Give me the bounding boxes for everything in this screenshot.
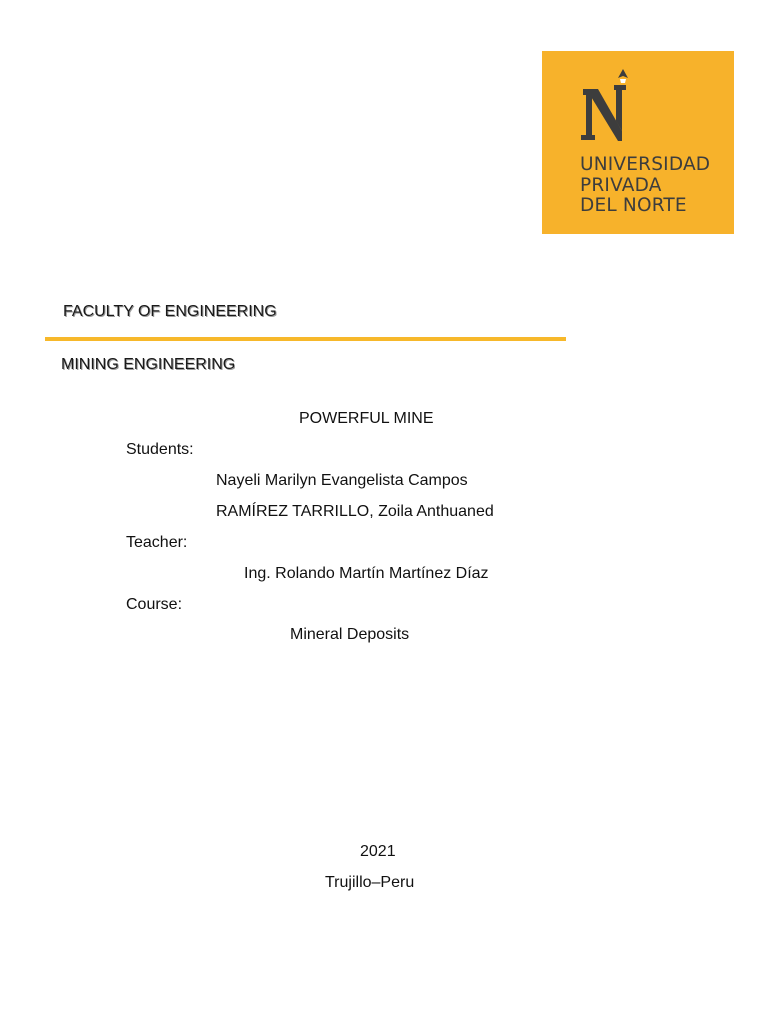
location: Trujillo–Peru (325, 874, 415, 891)
upn-n-logo-icon (578, 65, 638, 145)
faculty-heading: FACULTY OF ENGINEERING (63, 303, 277, 320)
logo-text (580, 155, 710, 217)
year: 2021 (360, 843, 396, 860)
logo-line: UNIVERSIDAD (580, 154, 711, 175)
university-logo (542, 51, 734, 234)
student-name: Nayeli Marilyn Evangelista Campos (216, 472, 468, 489)
students-label: Students: (126, 441, 194, 458)
teacher-label: Teacher: (126, 534, 188, 551)
logo-line: PRIVADA (580, 174, 662, 196)
course-name: Mineral Deposits (290, 626, 410, 643)
student-name: RAMÍREZ TARRILLO, Zoila Anthuaned (216, 503, 494, 520)
document-title: POWERFUL MINE (299, 410, 434, 427)
course-label: Course: (126, 596, 183, 613)
accent-divider (45, 337, 566, 341)
teacher-name: Ing. Rolando Martín Martínez Díaz (244, 565, 489, 582)
program-heading: MINING ENGINEERING (61, 356, 236, 373)
logo-line: DEL NORTE (580, 195, 687, 216)
